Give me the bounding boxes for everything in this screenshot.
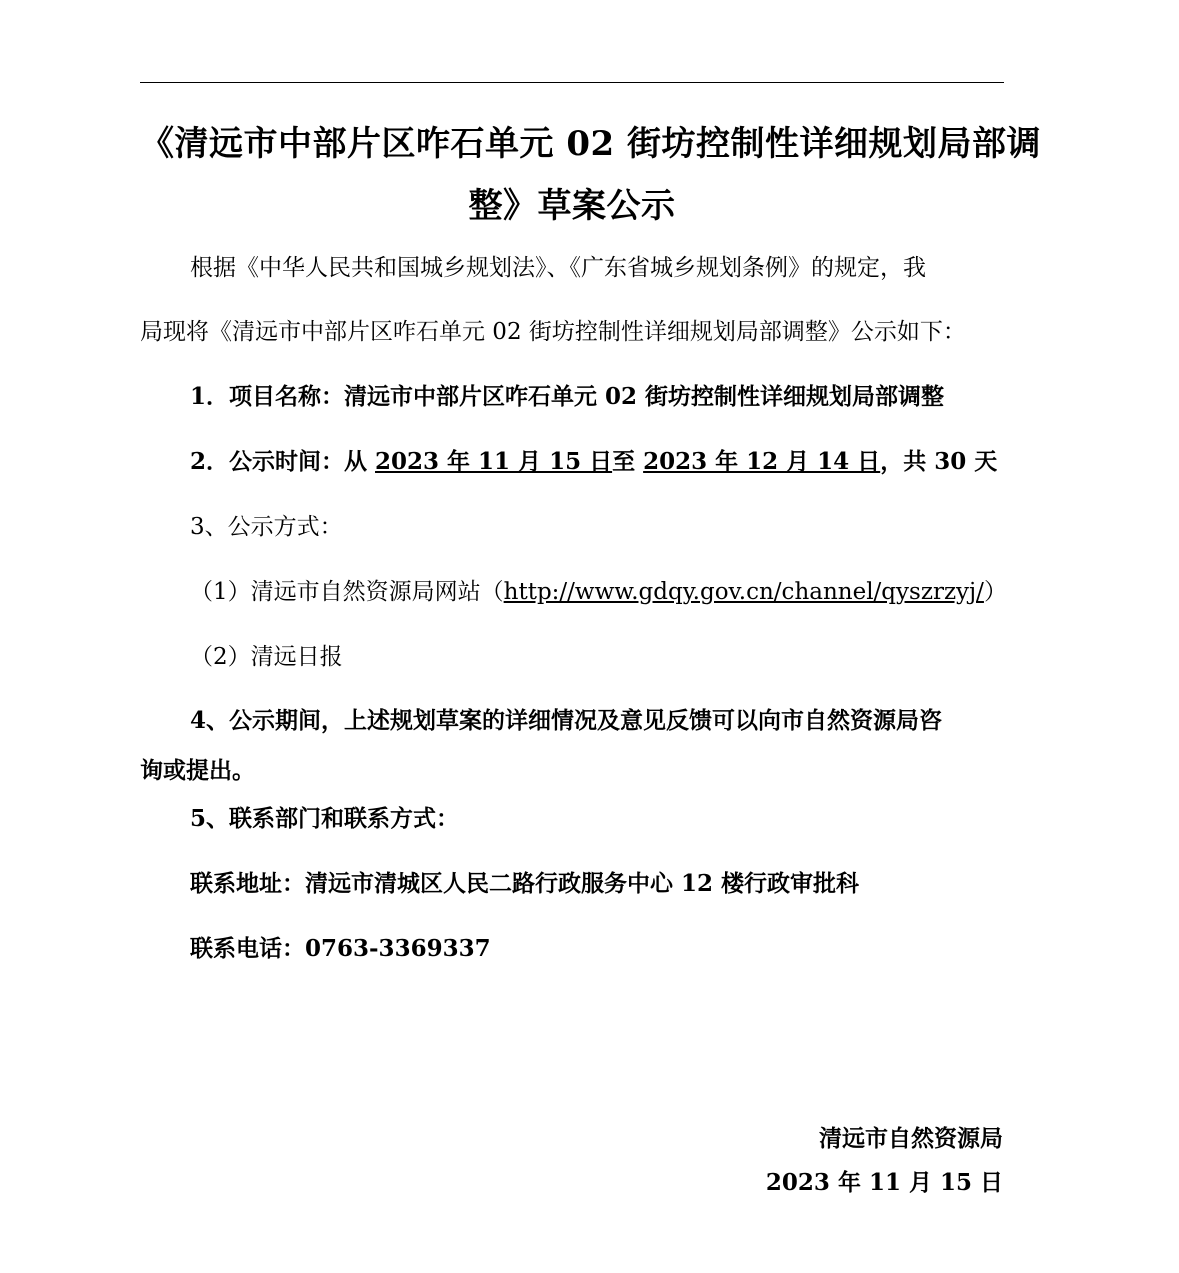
method-website-link[interactable]: http://www.gdqy.gov.cn/channel/qyszrzyj/ [503, 579, 984, 605]
item-feedback-line-1: 4、公示期间，上述规划草案的详细情况及意见反馈可以向市自然资源局咨 [190, 707, 943, 734]
item-publicity-method-label: 3、公示方式： [190, 514, 343, 540]
signature-organization: 清远市自然资源局 [819, 1125, 1003, 1152]
method-website-suffix: ） [983, 579, 1007, 605]
intro-line-2: 局现将《清远市中部片区咋石单元 02 街坊控制性详细规划局部调整》公示如下： [140, 319, 966, 345]
item-feedback-line-2: 询或提出。 [140, 757, 255, 784]
contact-address: 联系地址：清远市清城区人民二路行政服务中心 12 楼行政审批科 [190, 870, 860, 897]
publicity-period-suffix: ，共 30 天 [880, 448, 998, 475]
item-contact-label: 5、联系部门和联系方式： [190, 805, 460, 832]
header-rule [140, 82, 1004, 83]
contact-phone: 联系电话：0763-3369337 [190, 935, 491, 962]
method-website-prefix: （1）清远市自然资源局网站（ [190, 579, 504, 605]
item-project-name-label: 1．项目名称： [190, 383, 345, 410]
intro-line-1: 根据《中华人民共和国城乡规划法》、《广东省城乡规划条例》的规定，我 [190, 255, 926, 281]
item-project-name-value: 清远市中部片区咋石单元 02 街坊控制性详细规划局部调整 [344, 383, 945, 410]
document-title-line-1: 《清远市中部片区咋石单元 02 街坊控制性详细规划局部调 [140, 124, 1041, 164]
document-title-line-2: 整》草案公示 [468, 186, 676, 226]
item-project-name [190, 382, 944, 412]
publicity-end-date: 2023 年 12 月 14 日 [643, 448, 881, 475]
publicity-method-newspaper: （2）清远日报 [190, 644, 343, 670]
signature-date: 2023 年 11 月 15 日 [765, 1169, 1003, 1196]
item-publicity-period [190, 447, 997, 477]
publicity-period-label: 2．公示时间：从 [190, 448, 376, 475]
publicity-period-middle: 至 [612, 448, 644, 475]
publicity-start-date: 2023 年 11 月 15 日 [375, 448, 613, 475]
publicity-method-website [190, 577, 1007, 607]
